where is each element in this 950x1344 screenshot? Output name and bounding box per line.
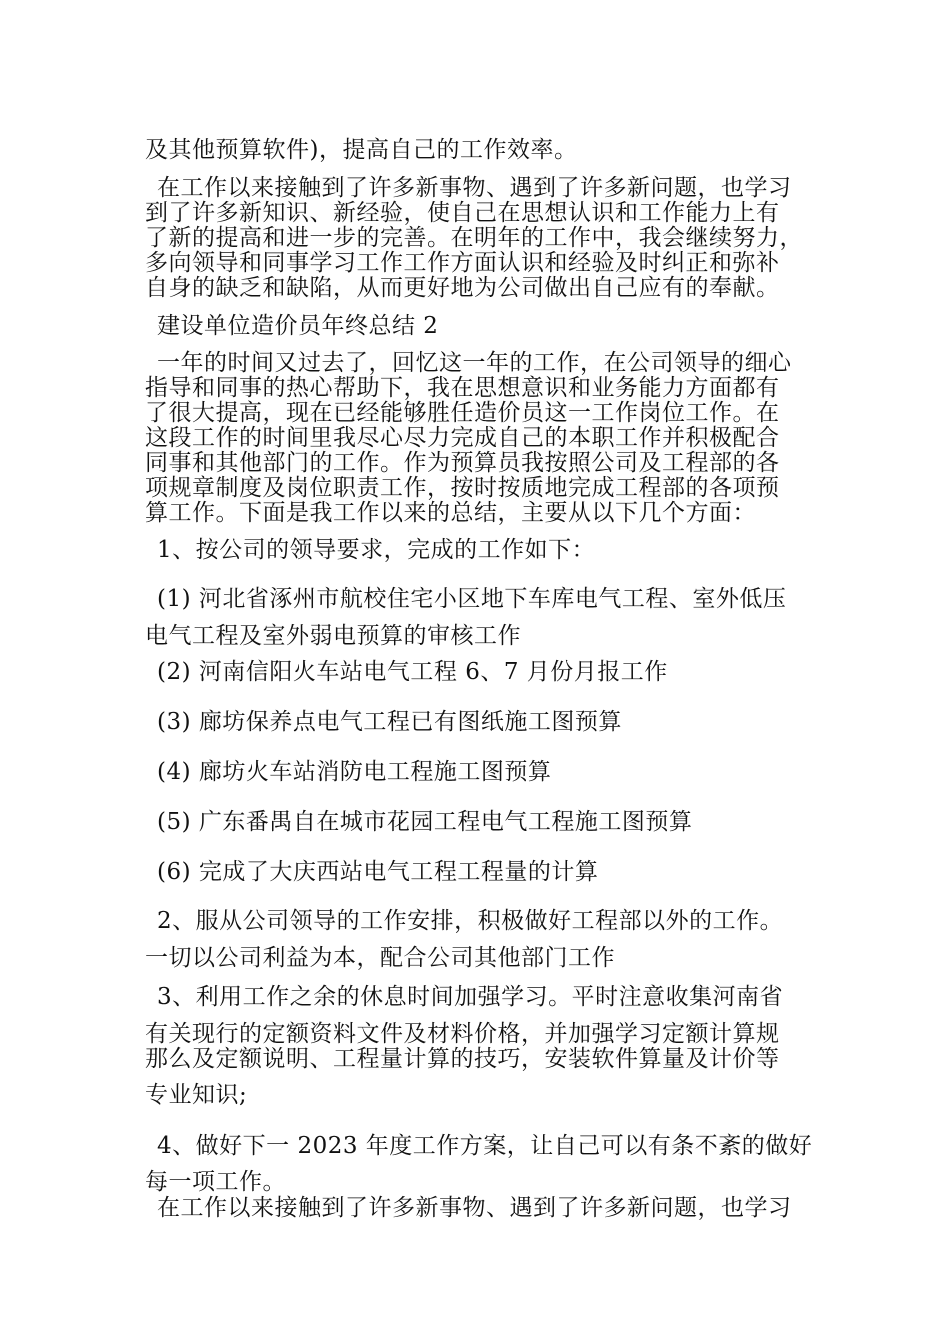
text-line: 同事和其他部门的工作。作为预算员我按照公司及工程部的各 xyxy=(145,450,780,476)
list-item: (3) 廊坊保养点电气工程已有图纸施工图预算 xyxy=(157,709,622,735)
text-line: 算工作。下面是我工作以来的总结，主要从以下几个方面： xyxy=(145,500,756,526)
text-line: 项规章制度及岗位职责工作，按时按质地完成工程部的各项预 xyxy=(145,475,780,501)
list-item: (5) 广东番禺自在城市花园工程电气工程施工图预算 xyxy=(157,809,693,835)
text-line: 指导和同事的热心帮助下，我在思想意识和业务能力方面都有 xyxy=(145,375,780,401)
text-line: 自身的缺乏和缺陷，从而更好地为公司做出自己应有的奉献。 xyxy=(145,275,780,301)
text-line: 在工作以来接触到了许多新事物、遇到了许多新问题，也学习 xyxy=(157,1195,792,1221)
text-line: 电气工程及室外弱电预算的审核工作 xyxy=(145,623,521,649)
text-line: 到了许多新知识、新经验，使自己在思想认识和工作能力上有 xyxy=(145,200,780,226)
text-line: 了很大提高，现在已经能够胜任造价员这一工作岗位工作。在 xyxy=(145,400,780,426)
text-line: 每一项工作。 xyxy=(145,1169,286,1195)
text-line: 专业知识; xyxy=(145,1082,248,1108)
list-item: (6) 完成了大庆西站电气工程工程量的计算 xyxy=(157,859,599,885)
text-line: 了新的提高和进一步的完善。在明年的工作中，我会继续努力， xyxy=(145,225,803,251)
text-line: 在工作以来接触到了许多新事物、遇到了许多新问题，也学习 xyxy=(157,175,792,201)
text-line: 一切以公司利益为本，配合公司其他部门工作 xyxy=(145,945,615,971)
text-line: 那么及定额说明、工程量计算的技巧，安装软件算量及计价等 xyxy=(145,1046,780,1072)
text-line: 这段工作的时间里我尽心尽力完成自己的本职工作并积极配合 xyxy=(145,425,780,451)
list-item: 2、服从公司领导的工作安排，积极做好工程部以外的工作。 xyxy=(157,908,784,934)
text-line: 一年的时间又过去了，回忆这一年的工作，在公司领导的细心 xyxy=(157,350,792,376)
list-item: (2) 河南信阳火车站电气工程 6、7 月份月报工作 xyxy=(157,659,668,685)
text-line: 有关现行的定额资料文件及材料价格，并加强学习定额计算规 xyxy=(145,1021,780,1047)
section-heading: 建设单位造价员年终总结 2 xyxy=(157,313,439,339)
list-item: 1、按公司的领导要求，完成的工作如下： xyxy=(157,537,596,563)
list-item: 3、利用工作之余的休息时间加强学习。平时注意收集河南省 xyxy=(157,984,784,1010)
list-item: 4、做好下一 2023 年度工作方案，让自己可以有条不紊的做好 xyxy=(157,1133,813,1159)
list-item: (4) 廊坊火车站消防电工程施工图预算 xyxy=(157,759,552,785)
list-item: (1) 河北省涿州市航校住宅小区地下车库电气工程、室外低压 xyxy=(157,586,787,612)
text-line: 及其他预算软件)，提高自己的工作效率。 xyxy=(145,137,578,163)
text-line: 多向领导和同事学习工作工作方面认识和经验及时纠正和弥补 xyxy=(145,250,780,276)
